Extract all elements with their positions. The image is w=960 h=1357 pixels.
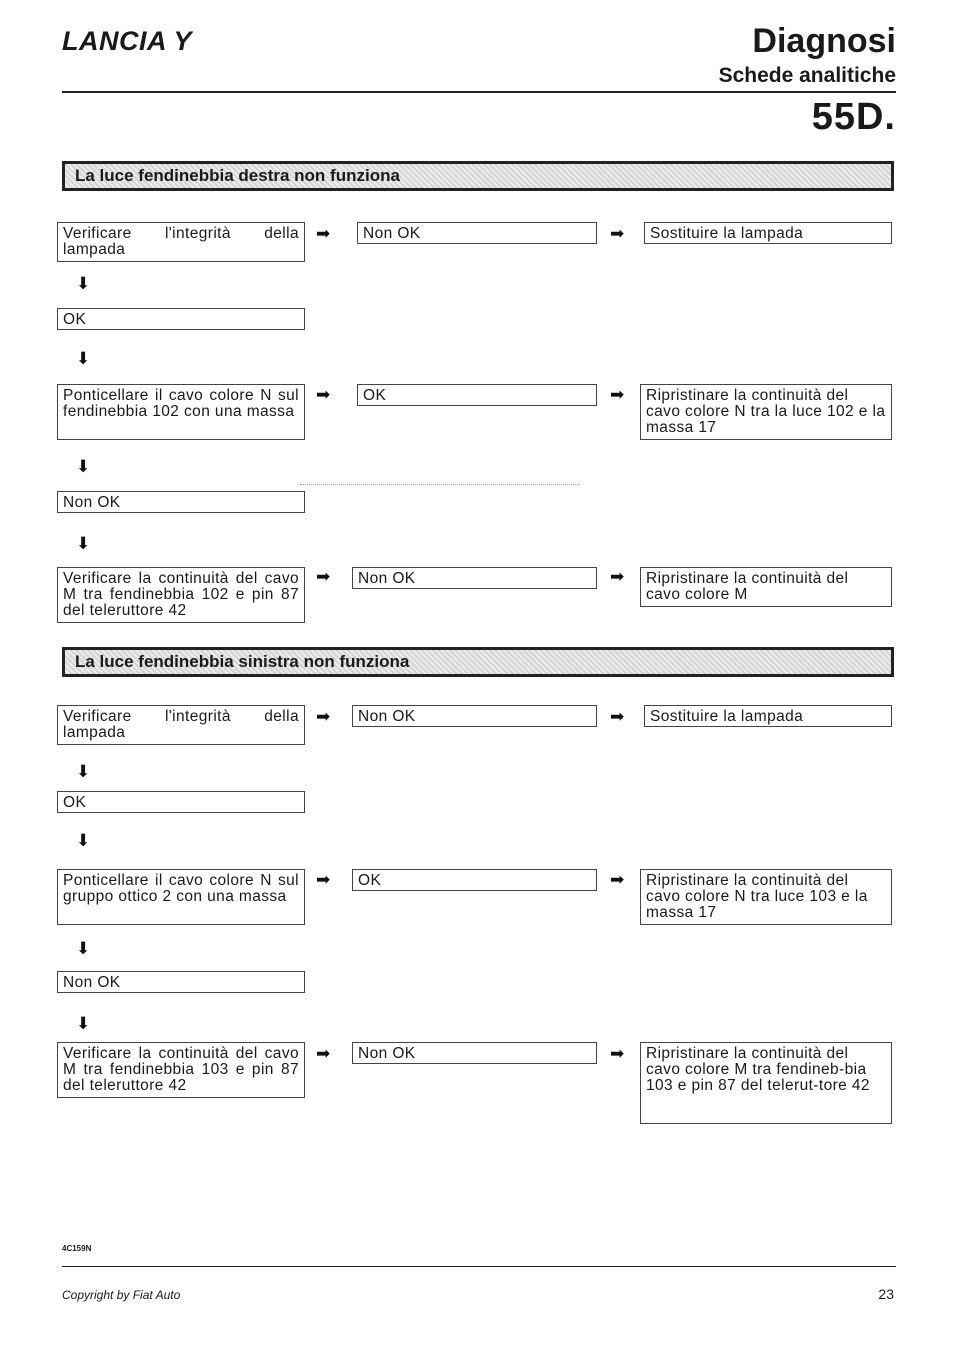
check-box: Verificare l'integrità della lampada (57, 222, 305, 262)
right-arrow-icon: ➡ (610, 567, 625, 586)
result-box: OK (357, 384, 597, 406)
result-box: OK (57, 791, 305, 813)
drawing-code: 4C159N (62, 1244, 92, 1253)
down-arrow-icon: ⬇ (76, 939, 91, 958)
right-arrow-icon: ➡ (316, 385, 331, 404)
result-box: Non OK (352, 1042, 597, 1064)
action-box: Ripristinare la continuità del cavo colore N tra la luce 102 e la massa 17 (640, 384, 892, 440)
section-banner-right: La luce fendinebbia destra non funziona (62, 161, 894, 191)
down-arrow-icon: ⬇ (76, 534, 91, 553)
brand-title: LANCIA Y (62, 26, 193, 56)
down-arrow-icon: ⬇ (76, 457, 91, 476)
action-box: Sostituire la lampada (644, 222, 892, 244)
right-arrow-icon: ➡ (316, 870, 331, 889)
check-box: Verificare la continuità del cavo M tra fendinebbia 102 e pin 87 del teleruttore 42 (57, 567, 305, 623)
check-box: Ponticellare il cavo colore N sul gruppo ottico 2 con una massa (57, 869, 305, 925)
copyright-text: Copyright by Fiat Auto (62, 1288, 181, 1302)
right-arrow-icon: ➡ (610, 224, 625, 243)
result-box: Non OK (352, 705, 597, 727)
action-box: Ripristinare la continuità del cavo colore N tra luce 103 e la massa 17 (640, 869, 892, 925)
dotted-connector (300, 484, 580, 485)
down-arrow-icon: ⬇ (76, 1014, 91, 1033)
result-box: OK (352, 869, 597, 891)
action-box: Sostituire la lampada (644, 705, 892, 727)
right-arrow-icon: ➡ (316, 224, 331, 243)
right-arrow-icon: ➡ (316, 707, 331, 726)
right-arrow-icon: ➡ (610, 870, 625, 889)
action-box: Ripristinare la continuità del cavo colore M (640, 567, 892, 607)
right-arrow-icon: ➡ (316, 567, 331, 586)
check-box: Ponticellare il cavo colore N sul fendinebbia 102 con una massa (57, 384, 305, 440)
result-box: Non OK (357, 222, 597, 244)
section-banner-left: La luce fendinebbia sinistra non funziona (62, 647, 894, 677)
right-arrow-icon: ➡ (316, 1044, 331, 1063)
right-arrow-icon: ➡ (610, 1044, 625, 1063)
down-arrow-icon: ⬇ (76, 274, 91, 293)
header-divider (62, 91, 896, 93)
result-box: Non OK (57, 491, 305, 513)
section-title: Diagnosi (752, 22, 896, 60)
page-number: 23 (878, 1286, 894, 1302)
result-box: Non OK (352, 567, 597, 589)
check-box: Verificare la continuità del cavo M tra fendinebbia 103 e pin 87 del teleruttore 42 (57, 1042, 305, 1098)
check-box: Verificare l'integrità della lampada (57, 705, 305, 745)
down-arrow-icon: ⬇ (76, 349, 91, 368)
result-box: Non OK (57, 971, 305, 993)
action-box: Ripristinare la continuità del cavo colore M tra fendineb-bia 103 e pin 87 del telerut-tore 42 (640, 1042, 892, 1124)
page-code: 55D. (811, 96, 896, 138)
right-arrow-icon: ➡ (610, 385, 625, 404)
footer-divider (62, 1266, 896, 1267)
right-arrow-icon: ➡ (610, 707, 625, 726)
down-arrow-icon: ⬇ (76, 762, 91, 781)
result-box: OK (57, 308, 305, 330)
down-arrow-icon: ⬇ (76, 831, 91, 850)
subsection-title: Schede analitiche (718, 64, 896, 87)
